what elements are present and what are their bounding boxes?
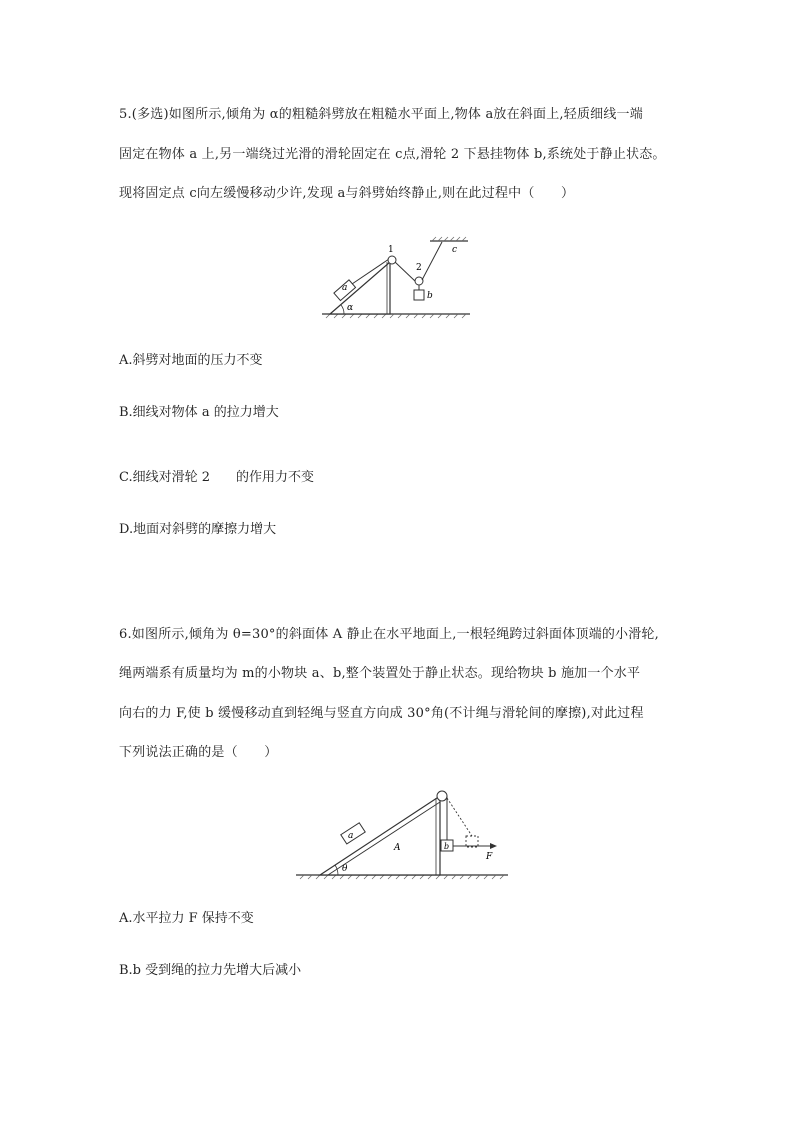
q6-stem-line-3: 向右的力 F,使 b 缓慢移动直到轻绳与竖直方向成 30°角(不计绳与滑轮间的摩擦),对此过程 [119,706,644,721]
q6-label-b: b [444,842,450,851]
q6-label-theta: θ [342,864,348,874]
q5-label-c: c [452,245,458,255]
q5-label-pulley-1: 1 [388,245,394,255]
q6-option-a[interactable]: A.水平拉力 F 保持不变 [119,911,254,926]
q5-stem-line-3: 现将固定点 c向左缓慢移动少许,发现 a与斜劈始终静止,则在此过程中（ ） [119,186,575,201]
q6-option-b[interactable]: B.b 受到绳的拉力先增大后减小 [119,963,302,978]
q6-stem-line-4: 下列说法正确的是（ ） [119,745,278,760]
q5-option-d[interactable]: D.地面对斜劈的摩擦力增大 [119,522,277,537]
q6-label-a: a [348,831,354,841]
q5-figure [318,232,478,322]
q6-stem-line-2: 绳两端系有质量均为 m的小物块 a、b,整个装置处于静止状态。现给物块 b 施加一个水平 [119,666,641,681]
q5-option-a[interactable]: A.斜劈对地面的压力不变 [119,353,263,368]
q5-label-pulley-2: 2 [416,263,422,273]
q5-label-a: a [342,283,348,293]
q5-stem-line-1: 5.(多选)如图所示,倾角为 α的粗糙斜劈放在粗糙水平面上,物体 a放在斜面上,轻质细线一端 [119,107,643,122]
q6-figure [294,784,514,884]
q6-stem-line-1: 6.如图所示,倾角为 θ=30°的斜面体 A 静止在水平地面上,一根轻绳跨过斜面体顶端的小滑轮, [119,627,659,642]
q6-label-F: F [486,852,493,862]
q5-option-b[interactable]: B.细线对物体 a 的拉力增大 [119,405,279,420]
q6-label-A: A [394,843,401,853]
q5-label-alpha: α [347,303,354,313]
q5-label-b: b [427,291,433,301]
q5-option-c[interactable]: C.细线对滑轮 2 的作用力不变 [119,470,315,485]
q5-stem-line-2: 固定在物体 a 上,另一端绕过光滑的滑轮固定在 c点,滑轮 2 下悬挂物体 b,系统处于静止状态。 [119,147,666,162]
